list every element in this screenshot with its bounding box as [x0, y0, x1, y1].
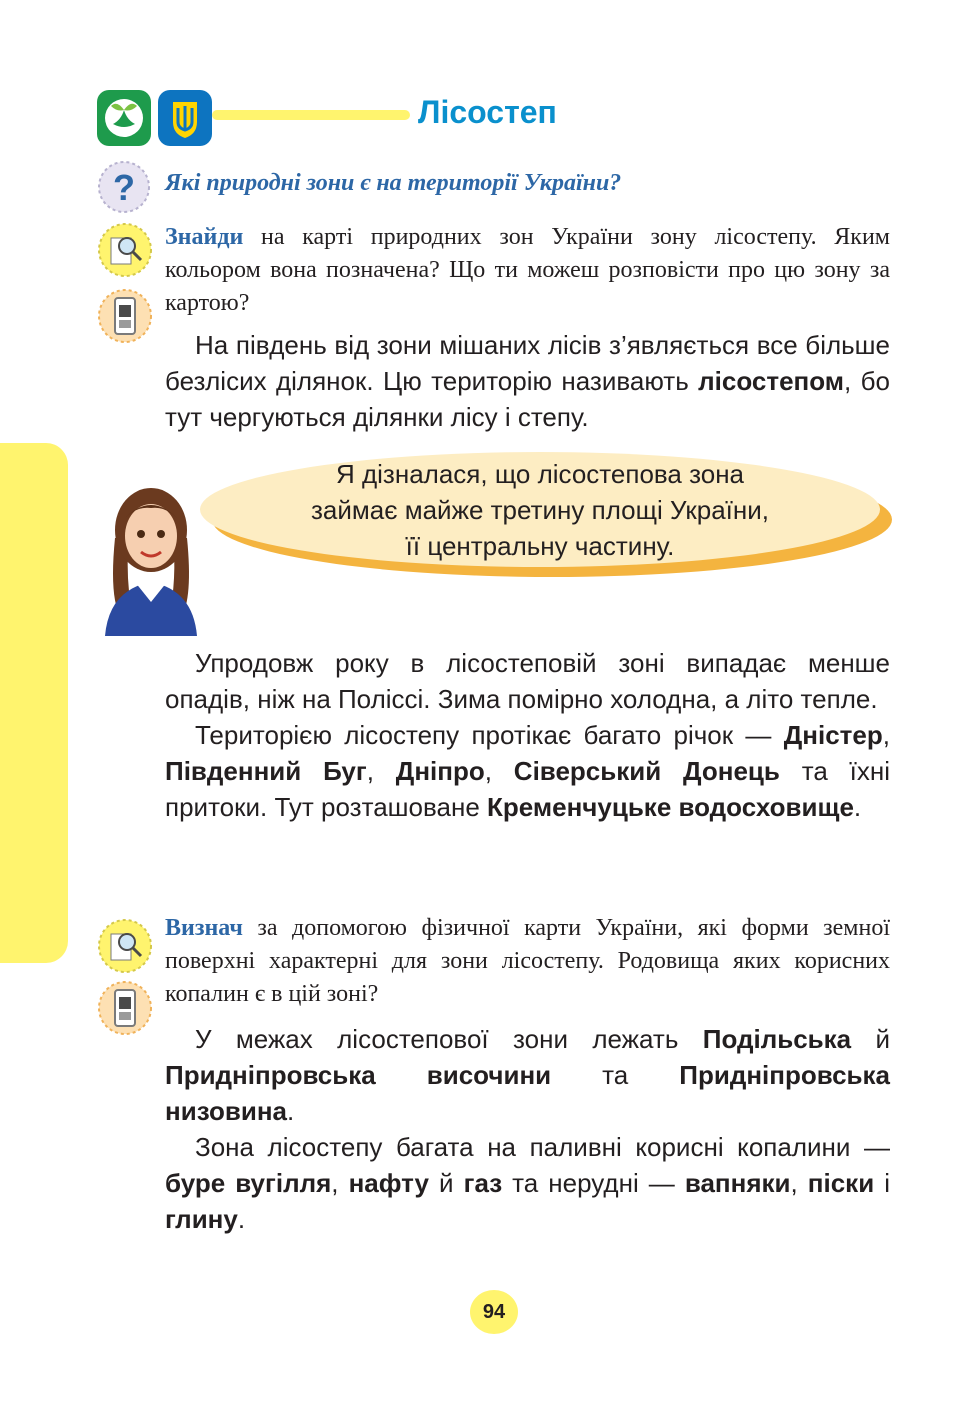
trident-icon [158, 90, 212, 146]
text-run: й [428, 1168, 464, 1198]
magnifier-icon [97, 918, 153, 979]
paragraph-climate [165, 645, 890, 825]
svg-text:?: ? [113, 167, 135, 208]
term-river: Дніпро [395, 756, 485, 786]
text-run: Зона лісостепу багата на паливні корисні копалини — [195, 1132, 890, 1162]
term-mineral: газ [463, 1168, 503, 1198]
text-run: й [851, 1024, 891, 1054]
text-run: На південь від зони мішаних лісів з’являється все більше безлісих ділянок. Цю територію називають [165, 330, 890, 396]
page-title: Лісостеп [418, 94, 557, 130]
task-identify [165, 912, 890, 1011]
text-run: , [331, 1168, 349, 1198]
question-icon [97, 160, 151, 219]
question-text: Які природні зони є на території України? [165, 170, 622, 196]
term-river: Дністер [783, 720, 883, 750]
text-run: , [484, 756, 514, 786]
text-run: та [551, 1060, 680, 1090]
text-run: . [286, 1096, 295, 1126]
text-run: , [790, 1168, 808, 1198]
text-run: Територією лісостепу протікає багато річок — [195, 720, 784, 750]
term-reservoir: Кременчуцьке водосховище [487, 792, 854, 822]
bubble-line: займає майже третину площі України, [310, 494, 769, 525]
task-find-lead: Знайди [165, 224, 244, 250]
term-mineral: піски [807, 1168, 875, 1198]
task-find-text: на карті природних зон України зону лісостепу. Яким кольором вона позначена? Що ти можеш розповісти про цю зону за картою? [165, 224, 890, 316]
term-river: Сіверський Донець [513, 756, 780, 786]
girl-avatar [95, 478, 207, 641]
term-mineral: вапняки [684, 1168, 791, 1198]
title-underline [212, 110, 410, 120]
task-identify-text: за допомогою фізичної карти України, які форми земної поверхні характерні для зони лісостепу. Родовища яких корисних копалин є в цій зоні? [165, 915, 890, 1007]
qr-phone-icon [97, 980, 153, 1041]
text-run: і [874, 1168, 891, 1198]
text-run: . [237, 1204, 246, 1234]
text-run: , [366, 756, 396, 786]
task-identify-lead: Визнач [165, 915, 243, 941]
text-run: та нерудні — [502, 1168, 685, 1198]
side-tab [0, 443, 68, 963]
paragraph-relief [165, 1021, 890, 1237]
speech-bubble-text [240, 456, 840, 564]
magnifier-icon [97, 222, 153, 283]
speech-bubble [200, 452, 880, 567]
term-landform: Придніпровська низовина [165, 1060, 890, 1126]
term-landform: Придніпровська височини [165, 1060, 552, 1090]
text-run: , [882, 720, 890, 750]
term-mineral: нафту [348, 1168, 429, 1198]
paragraph-intro [165, 327, 890, 435]
term-mineral: глину [165, 1204, 238, 1234]
bubble-line: Я дізналася, що лісостепова зона [335, 458, 745, 489]
climate-text: Упродовж року в лісостеповій зоні випадає менше опадів, ніж на Поліссі. Зима помірно холодна, а літо тепле. [165, 648, 890, 714]
text-run: , бо тут чергуються ділянки лісу і степу. [165, 366, 890, 432]
text-run: . [853, 792, 862, 822]
term-river: Південний Буг [165, 756, 367, 786]
bubble-line: її центральну частину. [405, 530, 675, 561]
text-run: та їхні притоки. Тут розташоване [165, 756, 891, 822]
text-run: У межах лісостепової зони лежать [195, 1024, 703, 1054]
term-landform: Подільська [702, 1024, 852, 1054]
task-find [165, 221, 890, 320]
term-mineral: буре вугілля [165, 1168, 332, 1198]
page-number: 94 [470, 1290, 518, 1334]
ecology-icon [97, 90, 151, 146]
term-lisostep: лісостепом [698, 366, 845, 396]
qr-phone-icon [97, 288, 153, 349]
